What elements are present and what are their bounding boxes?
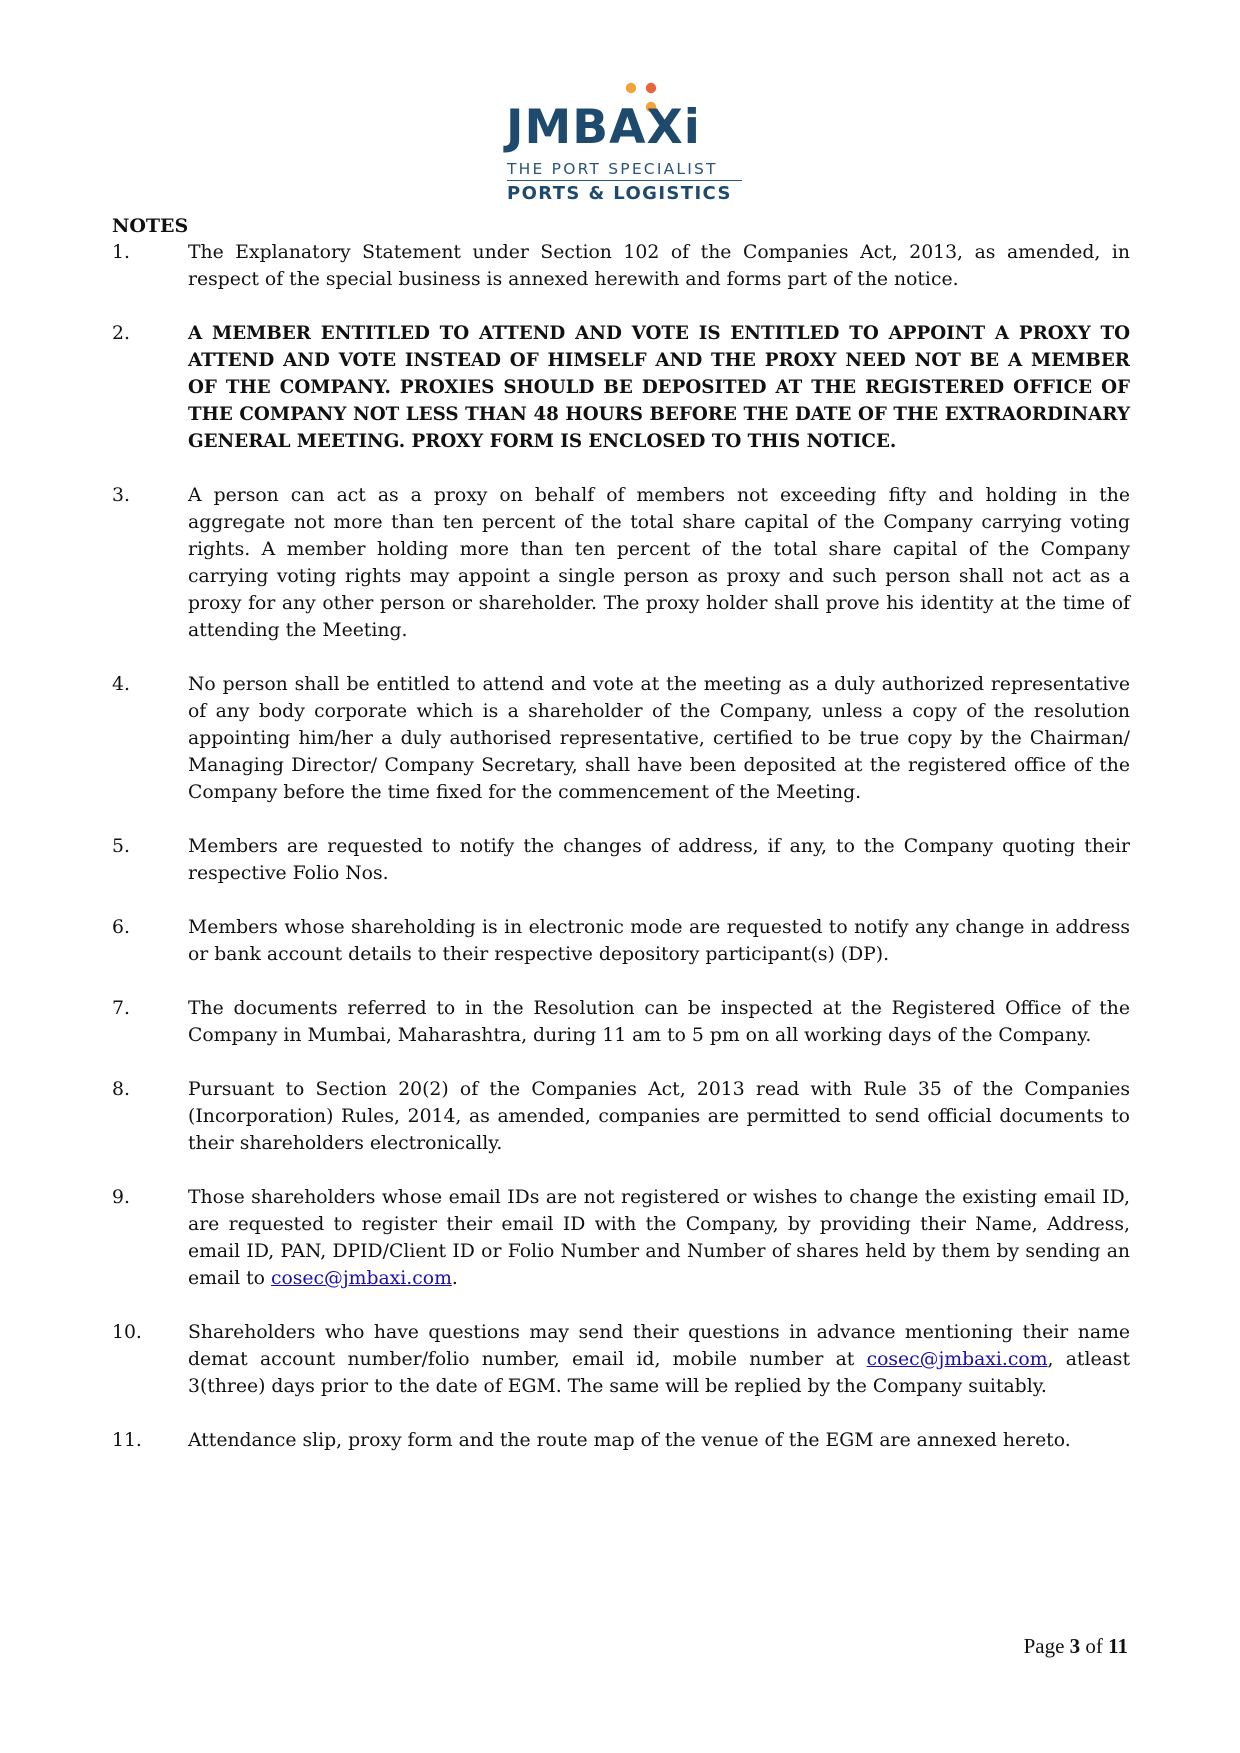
note-text: The documents referred to in the Resolution can be inspected at the Registered Office of the Company in Mumbai, Maharashtra, during 11 am to 5 pm on all working days of the Company. bbox=[188, 998, 1130, 1046]
current-page-number: 3 bbox=[1069, 1634, 1081, 1658]
note-number: 3. bbox=[112, 485, 130, 506]
note-text: A person can act as a proxy on behalf of members not exceeding fifty and holding in the aggregate not more than ten percent of the total share capital of the Company carrying voting rights. A member holding more than ten percent of the total share capital of the Company carrying voting rights may appoint a single person as proxy and such person shall not act as a proxy for any other person or shareholder. The proxy holder shall prove his identity at the time of attending the Meeting. bbox=[188, 485, 1130, 641]
note-number: 8. bbox=[112, 1079, 130, 1100]
note-item bbox=[112, 1076, 1130, 1157]
note-item bbox=[112, 239, 1130, 293]
note-item bbox=[112, 833, 1130, 887]
note-text: Attendance slip, proxy form and the route map of the venue of the EGM are annexed hereto. bbox=[188, 1430, 1071, 1451]
note-item bbox=[112, 320, 1130, 455]
note-text: No person shall be entitled to attend and vote at the meeting as a duly authorized representative of any body corporate which is a shareholder of the Company, unless a copy of the resolution appointing him/her a duly authorised representative, certified to be true copy by the Chairman/ Managing Director/ Company Secretary, shall have been deposited at the registered office of the Company before the time fixed for the commencement of the Meeting. bbox=[188, 674, 1130, 803]
note-text-lead: Those shareholders whose email IDs are not registered or wishes to change the existing email ID, are requested to register their email ID with the Company, by providing their Name, Address, email ID, PAN, DPID/Client ID or Folio Number and Number of shares held by them by sending an email to bbox=[188, 1187, 1130, 1289]
note-item bbox=[112, 1427, 1130, 1454]
note-text bbox=[188, 1184, 1130, 1292]
note-item bbox=[112, 995, 1130, 1049]
note-item bbox=[112, 1319, 1130, 1400]
total-page-count: 11 bbox=[1108, 1634, 1128, 1658]
note-number: 11. bbox=[112, 1430, 142, 1451]
note-item bbox=[112, 671, 1130, 806]
email-link[interactable]: cosec@jmbaxi.com bbox=[270, 1268, 452, 1289]
logo-dot-1 bbox=[626, 83, 636, 93]
note-number: 2. bbox=[112, 323, 130, 344]
note-text: The Explanatory Statement under Section 102 of the Companies Act, 2013, as amended, in respect of the special business is annexed herewith and forms part of the notice. bbox=[188, 242, 1130, 290]
logo-divider bbox=[507, 180, 742, 181]
note-number: 9. bbox=[112, 1187, 130, 1208]
logo-tagline: THE PORT SPECIALIST bbox=[507, 160, 718, 178]
notes-heading: NOTES bbox=[112, 215, 189, 237]
note-item bbox=[112, 482, 1130, 644]
note-number: 5. bbox=[112, 836, 130, 857]
note-text: Members whose shareholding is in electronic mode are requested to notify any change in address or bank account details to their respective depository participant(s) (DP). bbox=[188, 917, 1130, 965]
notes-list bbox=[112, 239, 1130, 1454]
note-number: 7. bbox=[112, 998, 130, 1019]
note-text bbox=[188, 1319, 1130, 1400]
note-text: A MEMBER ENTITLED TO ATTEND AND VOTE IS ENTITLED TO APPOINT A PROXY TO ATTEND AND VOTE INSTEAD OF HIMSELF AND THE PROXY NEED NOT BE A MEMBER OF THE COMPANY. PROXIES SHOULD BE DEPOSITED AT THE REGISTERED OFFICE OF THE COMPANY NOT LESS THAN 48 HOURS BEFORE THE DATE OF THE EXTRAORDINARY GENERAL MEETING. PROXY FORM IS ENCLOSED TO THIS NOTICE. bbox=[188, 323, 1130, 452]
note-number: 1. bbox=[112, 242, 130, 263]
logo-wordmark: JMBAXi bbox=[506, 100, 701, 155]
note-text: Members are requested to notify the changes of address, if any, to the Company quoting their respective Folio Nos. bbox=[188, 836, 1130, 884]
company-logo bbox=[500, 80, 750, 205]
of-label: of bbox=[1085, 1634, 1103, 1658]
note-number: 10. bbox=[112, 1322, 142, 1343]
page-label: Page bbox=[1023, 1634, 1065, 1658]
logo-subtitle: PORTS & LOGISTICS bbox=[507, 183, 732, 204]
email-link[interactable]: cosec@jmbaxi.com bbox=[866, 1349, 1048, 1370]
note-number: 4. bbox=[112, 674, 130, 695]
note-text-tail: . bbox=[451, 1268, 458, 1289]
note-text: Pursuant to Section 20(2) of the Companies Act, 2013 read with Rule 35 of the Companies (Incorporation) Rules, 2014, as amended, companies are permitted to send official documents to their shareholders electronically. bbox=[188, 1079, 1130, 1154]
logo-dot-2 bbox=[646, 83, 656, 93]
note-text-lead: Shareholders who have questions may send their questions in advance mentioning their name demat account number/folio number, email id, mobile number at bbox=[188, 1322, 1130, 1370]
page-number-footer bbox=[1024, 1634, 1128, 1659]
note-text-tail: , atleast 3(three) days prior to the date of EGM. The same will be replied by the Company suitably. bbox=[188, 1349, 1130, 1397]
note-item bbox=[112, 1184, 1130, 1292]
note-number: 6. bbox=[112, 917, 130, 938]
note-item bbox=[112, 914, 1130, 968]
